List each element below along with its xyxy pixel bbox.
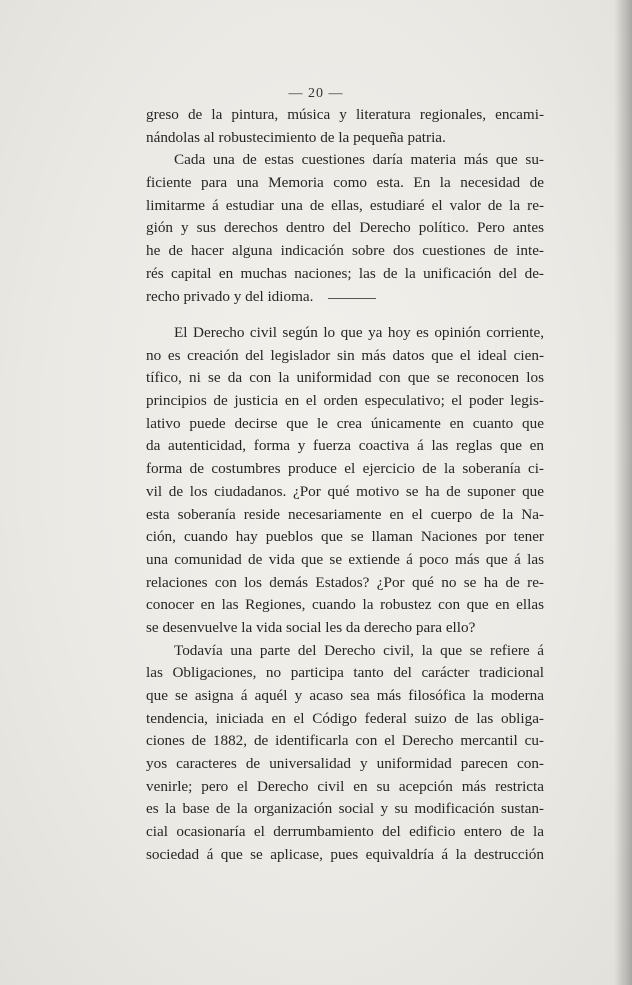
text-line: gión y sus derechos dentro del Derecho político. Pero antes (146, 219, 544, 237)
text-line: greso de la pintura, música y literatura regionales, encami- (146, 106, 544, 123)
text-line: da autenticidad, forma y fuerza coactiva á las reglas que en (146, 437, 544, 455)
text-line: nándolas al robustecimiento de la pequeña patria. (146, 128, 446, 146)
text-line: es la base de la organización social y su modificación sustan- (146, 800, 544, 818)
text-line: vil de los ciudadanos. ¿Por qué motivo se ha de suponer que (146, 482, 544, 500)
section-divider (328, 298, 376, 299)
text-line: tífico, ni se da con la uniformidad con que se reconocen los (146, 369, 544, 387)
text-line: cial ocasionaría el derrumbamiento del edificio entero de la (146, 823, 544, 841)
text-line: Todavía una parte del Derecho civil, la que se refiere á (174, 641, 544, 659)
text-line: El Derecho civil según lo que ya hoy es opinión corriente, (174, 324, 544, 341)
paragraph-block-1 (146, 104, 544, 308)
text-line: sociedad á que se aplicase, pues equivaldría á la destrucción (146, 845, 544, 863)
text-line: forma de costumbres produce el ejercicio de la soberanía ci- (146, 460, 544, 478)
text-line: he de hacer alguna indicación sobre dos cuestiones de inte- (146, 242, 544, 260)
text-line: ficiente para una Memoria como esta. En la necesidad de (146, 174, 544, 192)
text-line: que se asigna á aquél y acaso sea más filosófica la moderna (146, 687, 544, 704)
text-line: conocer en las Regiones, cuando la robustez con que en ellas (146, 596, 544, 614)
text-line: una comunidad de vida que se extiende á poco más que á las (146, 550, 544, 568)
text-line: yos caracteres de universalidad y uniformidad parecen con- (146, 755, 544, 773)
text-line: relaciones con los demás Estados? ¿Por qué no se ha de re- (146, 573, 544, 591)
text-line: las Obligaciones, no participa tanto del carácter tradicional (146, 664, 544, 682)
text-line: ción, cuando hay pueblos que se llaman Naciones por tener (146, 528, 544, 546)
text-line: rés capital en muchas naciones; las de la unificación del de- (146, 264, 544, 282)
text-line: Cada una de estas cuestiones daría materia más que su- (174, 151, 544, 169)
page-number: — 20 — (288, 86, 344, 101)
paragraph-block-2 (146, 322, 544, 867)
text-line: ciones de 1882, de identificarla con el Derecho mercantil cu- (146, 732, 544, 750)
text-line: se desenvuelve la vida social les da derecho para ello? (146, 618, 476, 636)
text-line: recho privado y del idioma. (146, 287, 314, 305)
text-line: lativo puede decirse que le crea únicamente en cuanto que (146, 414, 544, 432)
text-line: esta soberanía reside necesariamente en el cuerpo de la Na- (146, 505, 544, 523)
page-edge-shadow (614, 0, 632, 985)
text-line: tendencia, iniciada en el Código federal suizo de las obliga- (146, 709, 544, 727)
text-line: venirle; pero el Derecho civil en su acepción más restricta (146, 777, 544, 795)
text-line: principios de justicia en el orden especulativo; el poder legis- (146, 392, 544, 410)
text-line: limitarme á estudiar una de ellas, estudiaré el valor de la re- (146, 196, 544, 214)
text-line: no es creación del legislador sin más datos que el ideal cien- (146, 346, 544, 364)
